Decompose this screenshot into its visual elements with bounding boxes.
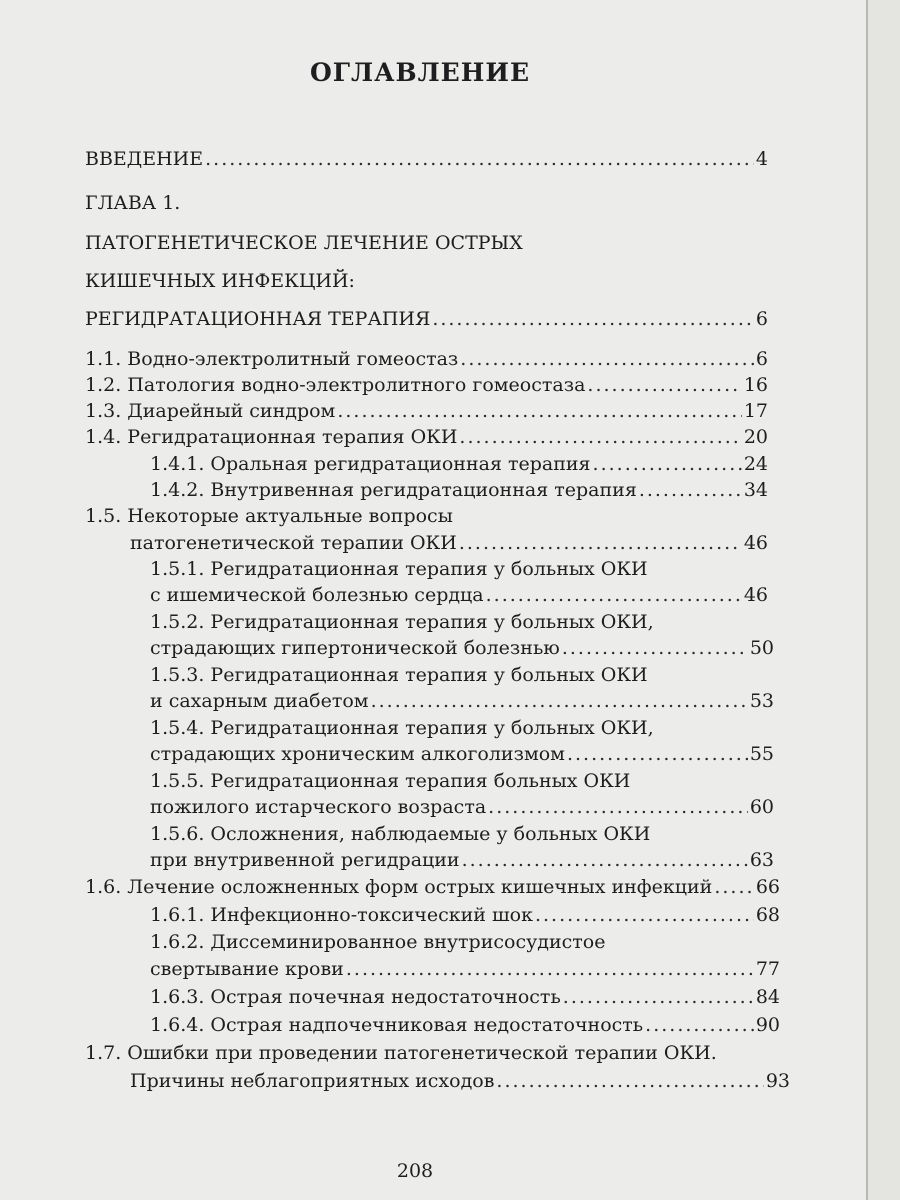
leader-dots <box>488 794 748 820</box>
toc-entry-text: патогенетической терапии ОКИ <box>130 532 457 554</box>
leader-dots <box>460 346 754 372</box>
leader-dots <box>639 477 742 503</box>
toc-entry-page: 93 <box>765 1070 790 1092</box>
toc-entry <box>150 984 780 1010</box>
toc-entry-text: страдающих гипертонической болезнью <box>150 637 560 659</box>
toc-entry-page: 90 <box>755 1014 780 1036</box>
chapter-title-line-1: ПАТОГЕНЕТИЧЕСКОЕ ЛЕЧЕНИЕ ОСТРЫХ <box>85 232 523 254</box>
toc-entry-text: 1.4.1. Оральная регидратационная терапия <box>150 453 591 475</box>
toc-entry <box>150 956 780 982</box>
toc-entry <box>150 902 780 928</box>
leader-dots <box>562 635 748 661</box>
page-number: 208 <box>396 1160 434 1182</box>
toc-entry-page: 53 <box>749 690 774 712</box>
toc-entry-text: 1.6.4. Острая надпочечниковая недостаточность <box>150 1014 644 1036</box>
toc-entry-text: 1.5. Некоторые актуальные вопросы <box>85 505 453 527</box>
leader-dots <box>567 741 748 767</box>
toc-entry-page: 77 <box>755 958 780 980</box>
toc-entry-page: 50 <box>749 637 774 659</box>
toc-entry-text: страдающих хроническим алкоголизмом <box>150 743 565 765</box>
toc-entry-page: 16 <box>743 374 768 396</box>
toc-entry-chapter <box>85 306 768 332</box>
leader-dots <box>371 688 748 714</box>
toc-entry-text: 1.4. Регидратационная терапия ОКИ <box>85 426 458 448</box>
leader-dots <box>587 372 741 398</box>
leader-dots <box>205 146 754 172</box>
toc-entry-text: 1.5.6. Осложнения, наблюдаемые у больных ОКИ <box>150 823 651 845</box>
toc-entry-text: 1.5.4. Регидратационная терапия у больных ОКИ, <box>150 717 654 739</box>
toc-entry-text: с ишемической болезнью сердца <box>150 584 484 606</box>
leader-dots <box>496 1068 763 1094</box>
toc-entry <box>85 874 780 900</box>
toc-entry <box>150 794 774 820</box>
toc-entry <box>150 477 768 503</box>
toc-entry <box>150 847 774 873</box>
leader-dots <box>535 902 754 928</box>
toc-entry-page: 6 <box>755 308 768 330</box>
leader-dots <box>346 956 754 982</box>
toc-entry-text: 1.4.2. Внутривенная регидратационная терапия <box>150 479 637 501</box>
leader-dots <box>432 306 754 332</box>
toc-entry-page: 46 <box>743 584 768 606</box>
toc-entry-text: 1.6.1. Инфекционно-токсический шок <box>150 904 533 926</box>
toc-entry-page: 46 <box>743 532 768 554</box>
toc-entry-text: 1.1. Водно-электролитный гомеостаз <box>85 348 459 370</box>
toc-entry-text: 1.3. Диарейный синдром <box>85 400 336 422</box>
toc-entry-page: 6 <box>755 348 768 370</box>
toc-entry <box>85 372 768 398</box>
toc-entry <box>150 451 768 477</box>
leader-dots <box>462 847 748 873</box>
toc-entry <box>85 346 768 372</box>
toc-entry-page: 68 <box>755 904 780 926</box>
toc-entry-text: 1.6.2. Диссеминированное внутрисосудистое <box>150 931 606 953</box>
chapter-title-line-2: КИШЕЧНЫХ ИНФЕКЦИЙ: <box>85 270 355 292</box>
toc-entry <box>150 635 774 661</box>
toc-entry-text: Причины неблагоприятных исходов <box>130 1070 495 1092</box>
leader-dots <box>714 874 753 900</box>
toc-title: ОГЛАВЛЕНИЕ <box>309 58 531 87</box>
toc-entry <box>85 398 768 424</box>
toc-entry-text: 1.2. Патология водно-электролитного гомеостаза <box>85 374 586 396</box>
toc-entry-page: 4 <box>755 148 768 170</box>
toc-entry <box>85 424 768 450</box>
leader-dots <box>593 451 742 477</box>
toc-entry-page: 84 <box>755 986 780 1008</box>
toc-entry-intro <box>85 146 768 172</box>
toc-entry-page: 55 <box>749 743 774 765</box>
toc-entry-text: пожилого истарческого возраста <box>150 796 487 818</box>
toc-entry-text: ВВЕДЕНИЕ <box>85 148 204 170</box>
toc-entry-text: 1.6. Лечение осложненных форм острых кишечных инфекций <box>85 876 713 898</box>
toc-entry-page: 24 <box>743 453 768 475</box>
toc-entry-page: 63 <box>749 849 774 871</box>
toc-entry-text: 1.5.2. Регидратационная терапия у больных ОКИ, <box>150 611 654 633</box>
leader-dots <box>645 1012 754 1038</box>
toc-entry-page: 60 <box>749 796 774 818</box>
toc-entry-page: 34 <box>743 479 768 501</box>
toc-entry-text: и сахарным диабетом <box>150 690 369 712</box>
toc-entry-text: 1.5.3. Регидратационная терапия у больных ОКИ <box>150 664 648 686</box>
chapter-label: ГЛАВА 1. <box>85 192 181 214</box>
toc-entry-text: 1.6.3. Острая почечная недостаточность <box>150 986 561 1008</box>
toc-entry-page: 20 <box>743 426 768 448</box>
toc-entry-page: 66 <box>755 876 780 898</box>
toc-entry <box>150 741 774 767</box>
leader-dots <box>459 424 741 450</box>
toc-entry <box>150 688 774 714</box>
toc-entry-text: при внутривенной регидрации <box>150 849 460 871</box>
leader-dots <box>337 398 741 424</box>
toc-entry-text: свертывание крови <box>150 958 344 980</box>
toc-entry <box>130 1068 790 1094</box>
leader-dots <box>486 582 742 608</box>
chapter-title-line-3: РЕГИДРАТАЦИОННАЯ ТЕРАПИЯ <box>85 308 431 330</box>
leader-dots <box>563 984 754 1010</box>
toc-entry-text: 1.5.1. Регидратационная терапия у больных ОКИ <box>150 558 648 580</box>
toc-entry-text: 1.7. Ошибки при проведении патогенетической терапии ОКИ. <box>85 1042 717 1064</box>
toc-entry <box>150 1012 780 1038</box>
leader-dots <box>459 530 742 556</box>
toc-entry-text: 1.5.5. Регидратационная терапия больных ОКИ <box>150 770 631 792</box>
adjacent-page-edge <box>866 0 900 1200</box>
toc-entry-page: 17 <box>743 400 768 422</box>
toc-entry <box>150 582 768 608</box>
toc-entry <box>130 530 768 556</box>
